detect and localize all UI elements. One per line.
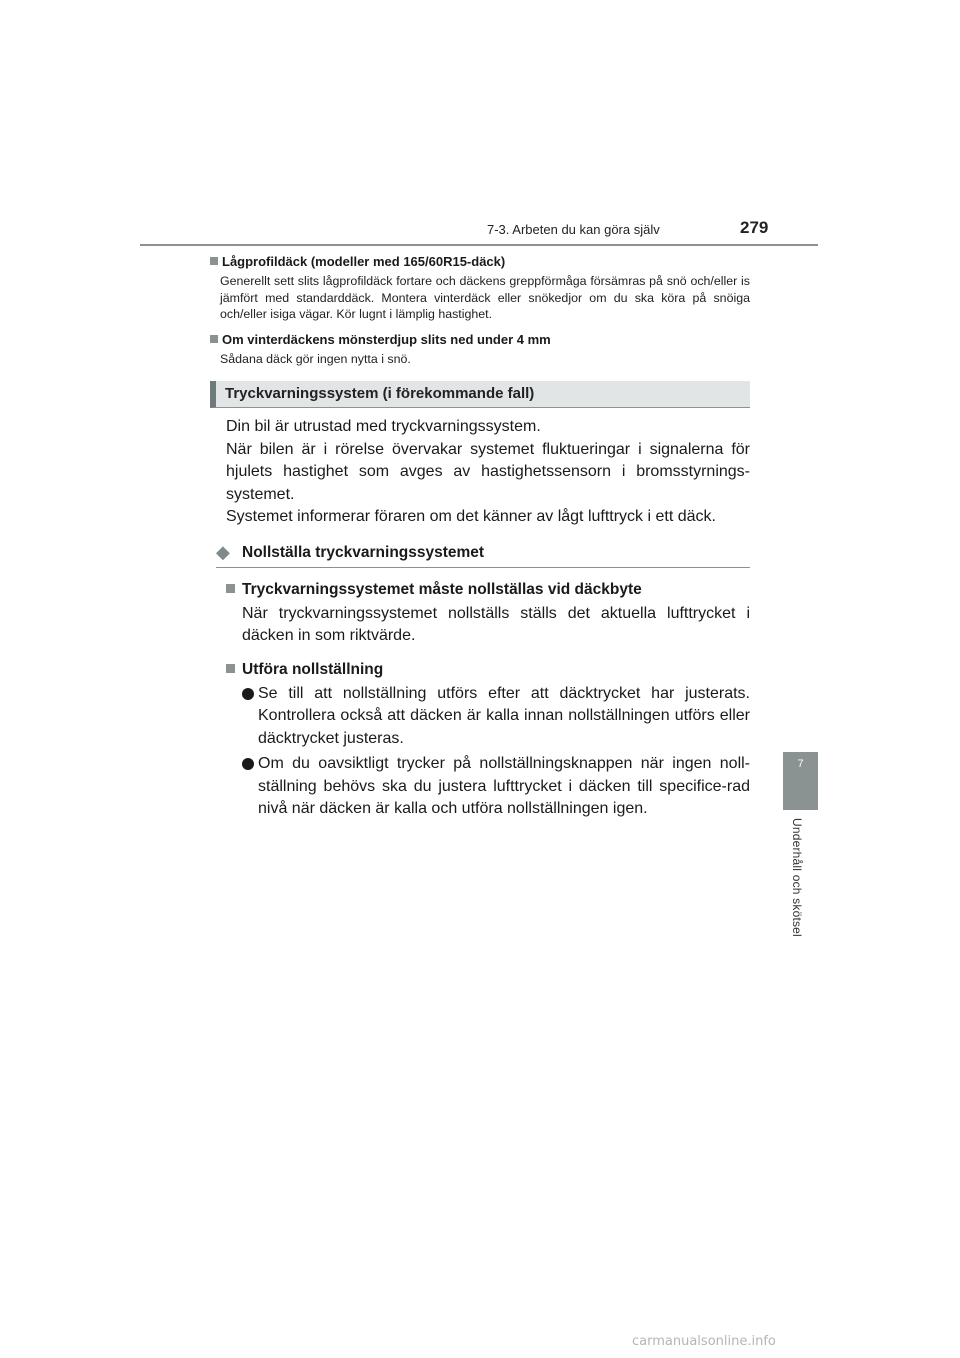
item-heading-tire-change: Tryckvarningssystemet måste nollställas vid däckbyte: [226, 580, 750, 600]
page-content: [210, 254, 750, 824]
note-body: Generellt sett slits lågprofildäck fortare och däckens greppförmåga försämras på snö och/eller is jämfört med standarddäck. Montera vinterdäck eller snökedjor om du ska köra på snöiga och/eller isiga vägar. Kör lugnt i lämplig hastighet.: [220, 274, 750, 321]
item-body: När tryckvarningssystemet nollställs ställs det aktuella lufttrycket i däcken in som riktvärde.: [242, 604, 750, 644]
note-heading: Lågprofildäck (modeller med 165/60R15-däck): [210, 254, 750, 270]
note-body: Sådana däck gör ingen nytta i snö.: [220, 351, 411, 366]
square-bullet-icon: [226, 584, 235, 593]
intro-line: Systemet informerar föraren om det känner av lågt lufttryck i ett däck.: [226, 508, 716, 525]
header-section-title: 7-3. Arbeten du kan göra själv: [487, 222, 660, 237]
section-intro: [226, 416, 750, 529]
subsection-heading: [216, 541, 750, 568]
chapter-tab-label: Underhåll och skötsel: [790, 818, 804, 937]
bullet-dot-icon: [242, 688, 254, 700]
note-block-low-profile: [210, 254, 750, 323]
section-title: Tryckvarningssystem (i förekommande fall): [225, 385, 535, 402]
square-bullet-icon: [210, 257, 218, 265]
bullet-dot-icon: [242, 758, 254, 770]
note-block-tread-depth: [210, 332, 750, 368]
list-item: Se till att nollställning utförs efter att däcktrycket har justerats. Kontrollera också att däcken är kalla innan nollställningen utförs eller däcktrycket justeras.: [226, 683, 750, 751]
item-heading-reset: Utföra nollställning: [226, 660, 750, 680]
note-heading: Om vinterdäckens mönsterdjup slits ned under 4 mm: [210, 332, 750, 348]
subsection-title: Nollställa tryckvarningssystemet: [242, 543, 485, 561]
square-bullet-icon: [226, 664, 235, 673]
square-bullet-icon: [210, 335, 218, 343]
intro-line: När bilen är i rörelse övervakar systemet fluktueringar i signalerna för hjulets hastighet som avges av hastighetssensorn i bromsstyrnings-systemet.: [226, 440, 750, 503]
watermark: carmanualsonline.info: [632, 1334, 776, 1349]
chapter-tab-number: 7: [797, 758, 804, 770]
header-divider: [140, 244, 818, 246]
intro-line: Din bil är utrustad med tryckvarningssystem.: [226, 418, 541, 435]
page-number: 279: [740, 218, 769, 237]
diamond-icon: ◆: [216, 541, 230, 562]
reset-bullet-list: [226, 683, 750, 821]
list-item: Om du oavsiktligt trycker på nollställningsknappen när ingen noll-ställning behövs ska du justera lufttrycket i däcken till specifice-rad nivå när däcken är kalla och utföra nollställningen igen.: [226, 753, 750, 821]
section-title-bar: [210, 381, 750, 408]
